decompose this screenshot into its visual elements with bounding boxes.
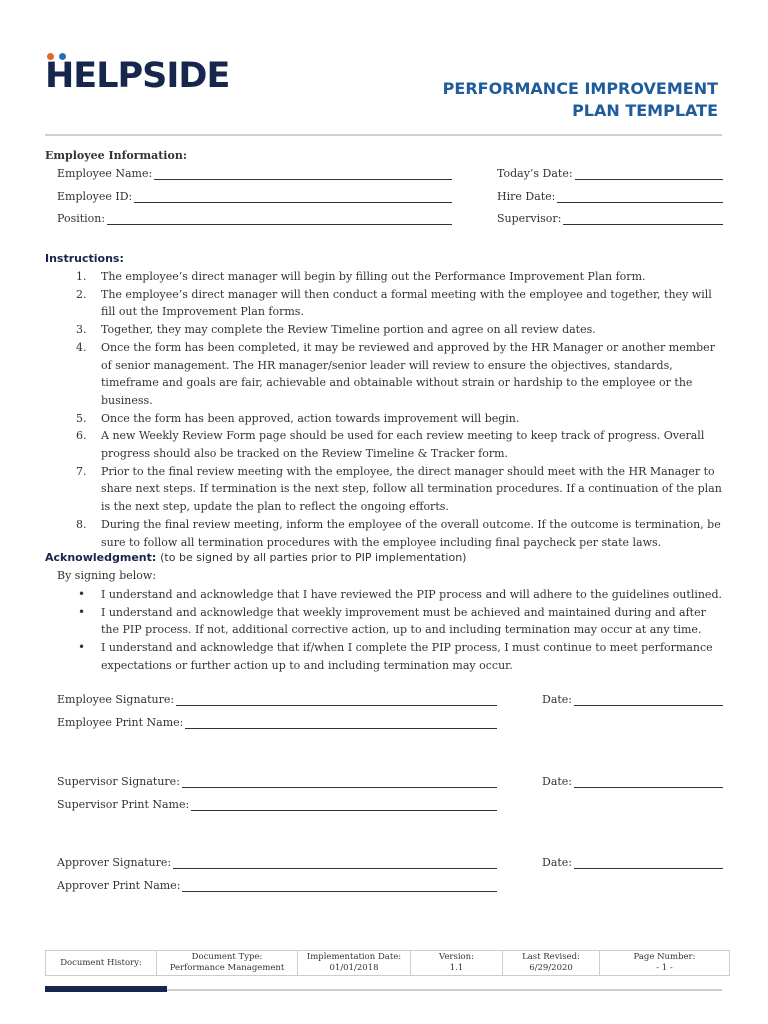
instruction-item: 1. The employee’s direct manager will begin by filling out the Performance Improvement Plan form. (76, 270, 646, 283)
last-revised-cell: Last Revised: 6/29/2020 (503, 951, 600, 976)
hire-date-line[interactable] (557, 192, 723, 203)
position-field[interactable] (57, 211, 452, 225)
approver-print-field[interactable] (57, 878, 497, 892)
acknowledgment-intro: By signing below: (57, 569, 157, 582)
hire-date-field[interactable] (497, 189, 723, 203)
employee-signature-field[interactable] (57, 692, 497, 706)
approver-signature-field[interactable] (57, 855, 497, 869)
acknowledgment-note: (to be signed by all parties prior to PIP implementation) (160, 551, 467, 564)
footer-divider (167, 989, 722, 991)
supervisor-field[interactable] (497, 211, 723, 225)
approver-print-line[interactable] (182, 881, 497, 892)
acknowledgment-item: • I understand and acknowledge that I have reviewed the PIP process and will adhere to the guidelines outlined. (78, 587, 722, 601)
document-title (443, 78, 718, 122)
instruction-item: 7. Prior to the final review meeting with the employee, the direct manager should meet with the HR Manager to share next steps. If termination is the next step, follow all termination procedures. If a continuation of the plan is the next step, update the plan to reflect the ongoing efforts. (76, 464, 722, 514)
instruction-item: 2. The employee’s direct manager will then conduct a formal meeting with the employee and together, they will fill out the Improvement Plan forms. (76, 287, 712, 319)
supervisor-print-line[interactable] (191, 800, 497, 811)
footer-accent-bar (45, 986, 167, 992)
supervisor-date-line[interactable] (574, 777, 723, 788)
title-line-1: PERFORMANCE IMPROVEMENT (442, 79, 718, 98)
supervisor-signature-field[interactable] (57, 774, 497, 788)
employee-id-line[interactable] (134, 192, 452, 203)
instructions-list (76, 268, 726, 551)
header-divider (45, 134, 722, 136)
instruction-item: 3. Together, they may complete the Review Timeline portion and agree on all review dates. (76, 323, 596, 337)
employee-signature-line[interactable] (176, 695, 497, 706)
instruction-item: 5. Once the form has been approved, action towards improvement will begin. (76, 411, 520, 425)
employee-id-label: Employee ID: (57, 190, 133, 203)
document-history-table (45, 950, 730, 976)
supervisor-print-field[interactable] (57, 797, 497, 811)
employee-info-label: Employee Information: (45, 149, 187, 162)
acknowledgment-list (76, 586, 726, 675)
todays-date-line[interactable] (575, 169, 723, 180)
logo-text: HELPSIDE (45, 56, 230, 96)
supervisor-label: Supervisor: (497, 212, 562, 225)
date-label: Date: (542, 775, 573, 788)
position-line[interactable] (107, 214, 452, 225)
employee-id-field[interactable] (57, 189, 452, 203)
acknowledgment-title: Acknowledgment: (45, 551, 157, 564)
approver-signature-line[interactable] (173, 858, 497, 869)
supervisor-signature-date-field[interactable] (542, 774, 723, 788)
acknowledgment-heading (45, 551, 466, 564)
employee-name-field[interactable] (57, 166, 452, 180)
employee-name-line[interactable] (154, 169, 452, 180)
position-label: Position: (57, 212, 106, 225)
page-number-cell: Page Number: - 1 - (600, 951, 730, 976)
table-row (46, 951, 730, 976)
doc-history-cell: Document History: (46, 951, 157, 976)
supervisor-line[interactable] (563, 214, 723, 225)
employee-print-label: Employee Print Name: (57, 716, 184, 729)
approver-date-line[interactable] (574, 858, 723, 869)
hire-date-label: Hire Date: (497, 190, 556, 203)
instruction-item: 8. During the final review meeting, inform the employee of the overall outcome. If the outcome is termination, be sure to follow all termination procedures with the employee including final paycheck per state laws. (76, 517, 721, 549)
supervisor-print-label: Supervisor Print Name: (57, 798, 190, 811)
approver-print-label: Approver Print Name: (57, 879, 181, 892)
instructions-heading: Instructions: (45, 252, 124, 265)
employee-print-line[interactable] (185, 718, 497, 729)
approver-signature-label: Approver Signature: (57, 856, 172, 869)
impl-date-cell: Implementation Date: 01/01/2018 (298, 951, 411, 976)
employee-signature-date-field[interactable] (542, 692, 723, 706)
employee-print-field[interactable] (57, 715, 497, 729)
supervisor-signature-label: Supervisor Signature: (57, 775, 180, 788)
instruction-item: 4. Once the form has been completed, it may be reviewed and approved by the HR Manager or another member of senior management. The HR manager/senior leader will review to ensure the objectives, standards, timeframe and goals are fair, achievable and obtainable without strain or hardship to the employee or the business. (76, 340, 715, 407)
todays-date-field[interactable] (497, 166, 723, 180)
todays-date-label: Today’s Date: (497, 167, 573, 180)
approver-signature-date-field[interactable] (542, 855, 723, 869)
supervisor-signature-line[interactable] (182, 777, 497, 788)
instruction-item: 6. A new Weekly Review Form page should be used for each review meeting to keep track of progress. Overall progress should also be tracked on the Review Timeline & Tracker form. (76, 429, 705, 461)
acknowledgment-item: • I understand and acknowledge that if/when I complete the PIP process, I must continue to meet performance expectations or further action up to and including termination may occur. (78, 640, 713, 672)
employee-name-label: Employee Name: (57, 167, 153, 180)
employee-date-line[interactable] (574, 695, 723, 706)
title-line-2: PLAN TEMPLATE (572, 101, 718, 120)
date-label: Date: (542, 856, 573, 869)
employee-signature-label: Employee Signature: (57, 693, 175, 706)
doc-type-cell: Document Type: Performance Management (157, 951, 298, 976)
date-label: Date: (542, 693, 573, 706)
version-cell: Version: 1.1 (411, 951, 503, 976)
acknowledgment-item: • I understand and acknowledge that weekly improvement must be achieved and maintained during and after the PIP process. If not, additional corrective action, up to and including termination may occur at any time. (78, 604, 706, 637)
